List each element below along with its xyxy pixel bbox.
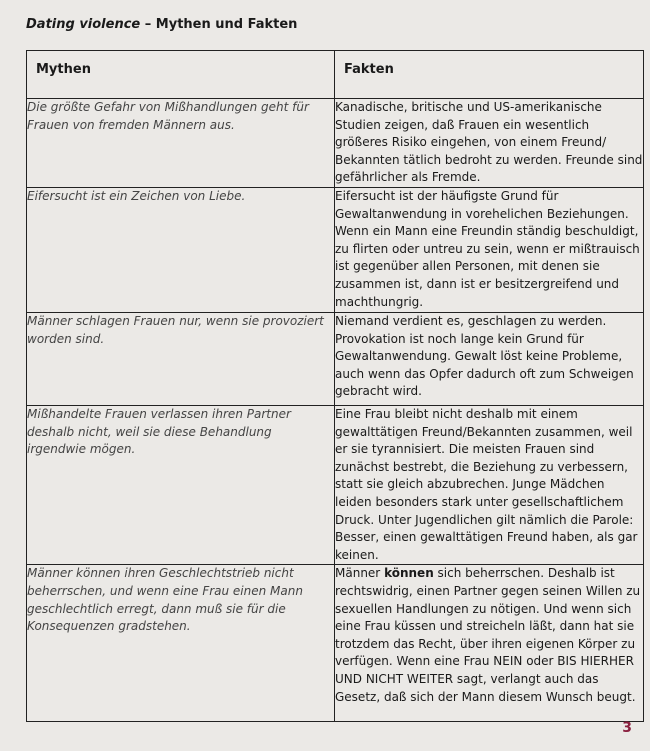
fact-cell: Eifersucht ist der häufigste Grund für Gewaltanwendung in vorehelichen Beziehungen. Wenn ein Mann eine Freundin ständig beschuldigt, zu flirten oder untreu zu sein, wenn er mißtrauisch ist gegenüber allen Personen, mit denen sie zusammen ist, dann ist er besitzergreifend und machthungrig. — [335, 188, 644, 313]
header-cell-myths — [27, 51, 335, 99]
table-row — [27, 188, 644, 313]
table-row — [27, 565, 644, 722]
column-header-myths: Mythen — [36, 62, 91, 77]
fact-cell — [335, 565, 644, 722]
table-header-row — [27, 51, 644, 99]
fact-emphasis: können — [384, 566, 434, 581]
page-title — [26, 17, 297, 32]
table-row — [27, 406, 644, 565]
myth-cell: Eifersucht ist ein Zeichen von Liebe. — [27, 188, 335, 313]
fact-cell: Kanadische, britische und US-amerikanische Studien zeigen, daß Frauen ein wesentlich größeres Risiko eingehen, von einem Freund/ Bekannten tätlich bedroht zu werden. Freunde sind gefährlicher als Fremde. — [335, 99, 644, 188]
table-row — [27, 99, 644, 188]
myths-facts-table — [26, 50, 644, 722]
myth-cell: Die größte Gefahr von Mißhandlungen geht für Frauen von fremden Männern aus. — [27, 99, 335, 188]
table-row — [27, 313, 644, 406]
column-header-facts: Fakten — [344, 62, 394, 77]
header-cell-facts — [335, 51, 644, 99]
fact-cell: Niemand verdient es, geschlagen zu werden. Provokation ist noch lange kein Grund für Gewaltanwendung. Gewalt löst keine Probleme, auch wenn das Opfer dadurch oft zum Schweigen gebracht wird. — [335, 313, 644, 406]
fact-text-start: Männer — [335, 566, 385, 581]
fact-cell: Eine Frau bleibt nicht deshalb mit einem gewalttätigen Freund/Bekannten zusammen, weil er sie tyrannisiert. Die meisten Frauen sind zunächst bestrebt, die Beziehung zu verbessern, statt sie gleich abzubrechen. Junge Mädchen leiden besonders stark unter gesellschaftlichem Druck. Unter Jugendlichen gilt nämlich die Parole: Besser, einen gewalttätigen Freund haben, als gar keinen. — [335, 406, 644, 565]
page-number: 3 — [622, 720, 632, 736]
myth-cell: Mißhandelte Frauen verlassen ihren Partner deshalb nicht, weil sie diese Behandlung irgendwie mögen. — [27, 406, 335, 565]
title-rest: – Mythen und Fakten — [140, 17, 298, 32]
title-italic: Dating violence — [26, 17, 141, 32]
myth-cell: Männer schlagen Frauen nur, wenn sie provoziert worden sind. — [27, 313, 335, 406]
myth-cell: Männer können ihren Geschlechtstrieb nicht beherrschen, und wenn eine Frau einen Mann geschlechtlich erregt, dann muß sie für die Konsequenzen gradstehen. — [27, 565, 335, 722]
fact-text-rest: sich beherrschen. Deshalb ist rechtswidrig, einen Partner gegen seinen Willen zu sexuellen Handlungen zu nötigen. Und wenn sich eine Frau küssen und streicheln läßt, dann hat sie trotzdem das Recht, über ihren eigenen Körper zu verfügen. Wenn eine Frau NEIN oder BIS HIERHER UND NICHT WEITER sagt, verlangt auch das Gesetz, daß sich der Mann diesem Wunsch beugt. — [335, 566, 641, 704]
